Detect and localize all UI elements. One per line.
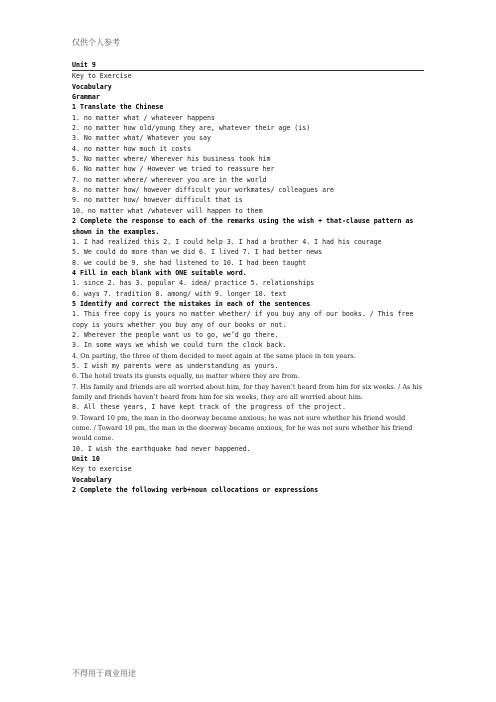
- exercise5-item: 3. In some ways we whish we could turn the clock back.: [72, 341, 287, 350]
- unit10-key-label: Key to exercise: [72, 465, 132, 474]
- exercise1-item: 5. No matter where/ Wherever his business took him: [72, 155, 271, 164]
- exercise1-item: 4. no matter how much it costs: [72, 144, 192, 153]
- exercise1-item: 3. No matter what/ Whatever you say: [72, 134, 211, 143]
- header-note: 仅供个人参考: [72, 38, 120, 47]
- exercise1-item: 7. no matter where/ wherever you are in the world: [72, 175, 267, 184]
- exercise5-item: 9. Toward 10 pm, the man in the doorway became anxious; he was not sure whether his friend would come. / Toward 10 pm, the man in the doorway became anxious, for he was not sure whether his friend would come.: [72, 413, 413, 443]
- unit9-key-label: Key to Exercise: [72, 72, 132, 81]
- exercise2-item: 8. we could be 9. she had listened to 10. I had been taught: [72, 258, 307, 267]
- exercise1-item: 1. no matter what / whatever happens: [72, 113, 215, 122]
- unit9-title: Unit 9: [72, 60, 424, 71]
- exercise5-item: 8. All these years, I have kept track of the progress of the project.: [72, 403, 346, 412]
- exercise1-title: 1 Translate the Chinese: [72, 103, 164, 112]
- unit9-grammar-heading: Grammar: [72, 93, 100, 102]
- exercise2-title: 2 Complete the response to each of the remarks using the wish + that-clause pattern as shown in the examples.: [72, 217, 414, 236]
- exercise5-item: 7. His family and friends are all worried about him, for they haven’t heard from him for six weeks. / As his family and friends haven’t heard from him for six weeks, they are all worried about him.: [72, 382, 422, 401]
- exercise4-title: 4 Fill in each blank with ONE suitable word.: [72, 268, 247, 277]
- exercise4-item: 1. since 2. has 3. popular 4. idea/ practice 5. relationships: [72, 279, 315, 288]
- exercise5-item: 10. I wish the earthquake had never happened.: [72, 444, 251, 453]
- exercise2-item: 5. We could do more than we did 6. I lived 7. I had better news: [72, 248, 323, 257]
- exercise4-item: 6. ways 7. tradition 8. among/ with 9. longer 10. text: [72, 289, 287, 298]
- exercise5-item: 2. Wherever the people want us to go, we’d go there.: [72, 330, 279, 339]
- exercise5-title: 5 Identify and correct the mistakes in each of the sentences: [72, 299, 311, 308]
- unit10-exercise2-title: 2 Complete the following verb+noun collocations or expressions: [72, 486, 319, 495]
- exercise2-item: 1. I had realized this 2. I could help 3. I had a brother 4. I had his courage: [72, 237, 382, 246]
- exercise1-item: 8. no matter how/ however difficult your workmates/ colleagues are: [72, 186, 335, 195]
- answer-key-content: [72, 60, 424, 495]
- exercise5-item: 4. On parting, the three of them decided to meet again at the same place in ten years.: [72, 351, 356, 360]
- exercise1-item: 2. no matter how old/young they are, whatever their age (is): [72, 124, 311, 133]
- exercise5-item: 1. This free copy is yours no matter whether/ if you buy any of our books. / This free copy is yours whether you buy any of our books or not.: [72, 310, 414, 329]
- unit9-vocabulary-heading: Vocabulary: [72, 82, 112, 91]
- exercise1-item: 9. no matter how/ however difficult that is: [72, 196, 243, 205]
- exercise5-item: 6. The hotel treats its guests equally, no matter where they are from.: [72, 372, 300, 381]
- unit10-title: Unit 10: [72, 455, 100, 464]
- unit10-vocabulary-heading: Vocabulary: [72, 475, 112, 484]
- footer-note: 不得用于商业用途: [72, 669, 136, 678]
- exercise1-item: 6. No matter how / However we tried to reassure her: [72, 165, 275, 174]
- exercise5-item: 5. I wish my parents were as understanding as yours.: [72, 361, 279, 370]
- exercise1-item: 10. no matter what /whatever will happen to them: [72, 206, 263, 215]
